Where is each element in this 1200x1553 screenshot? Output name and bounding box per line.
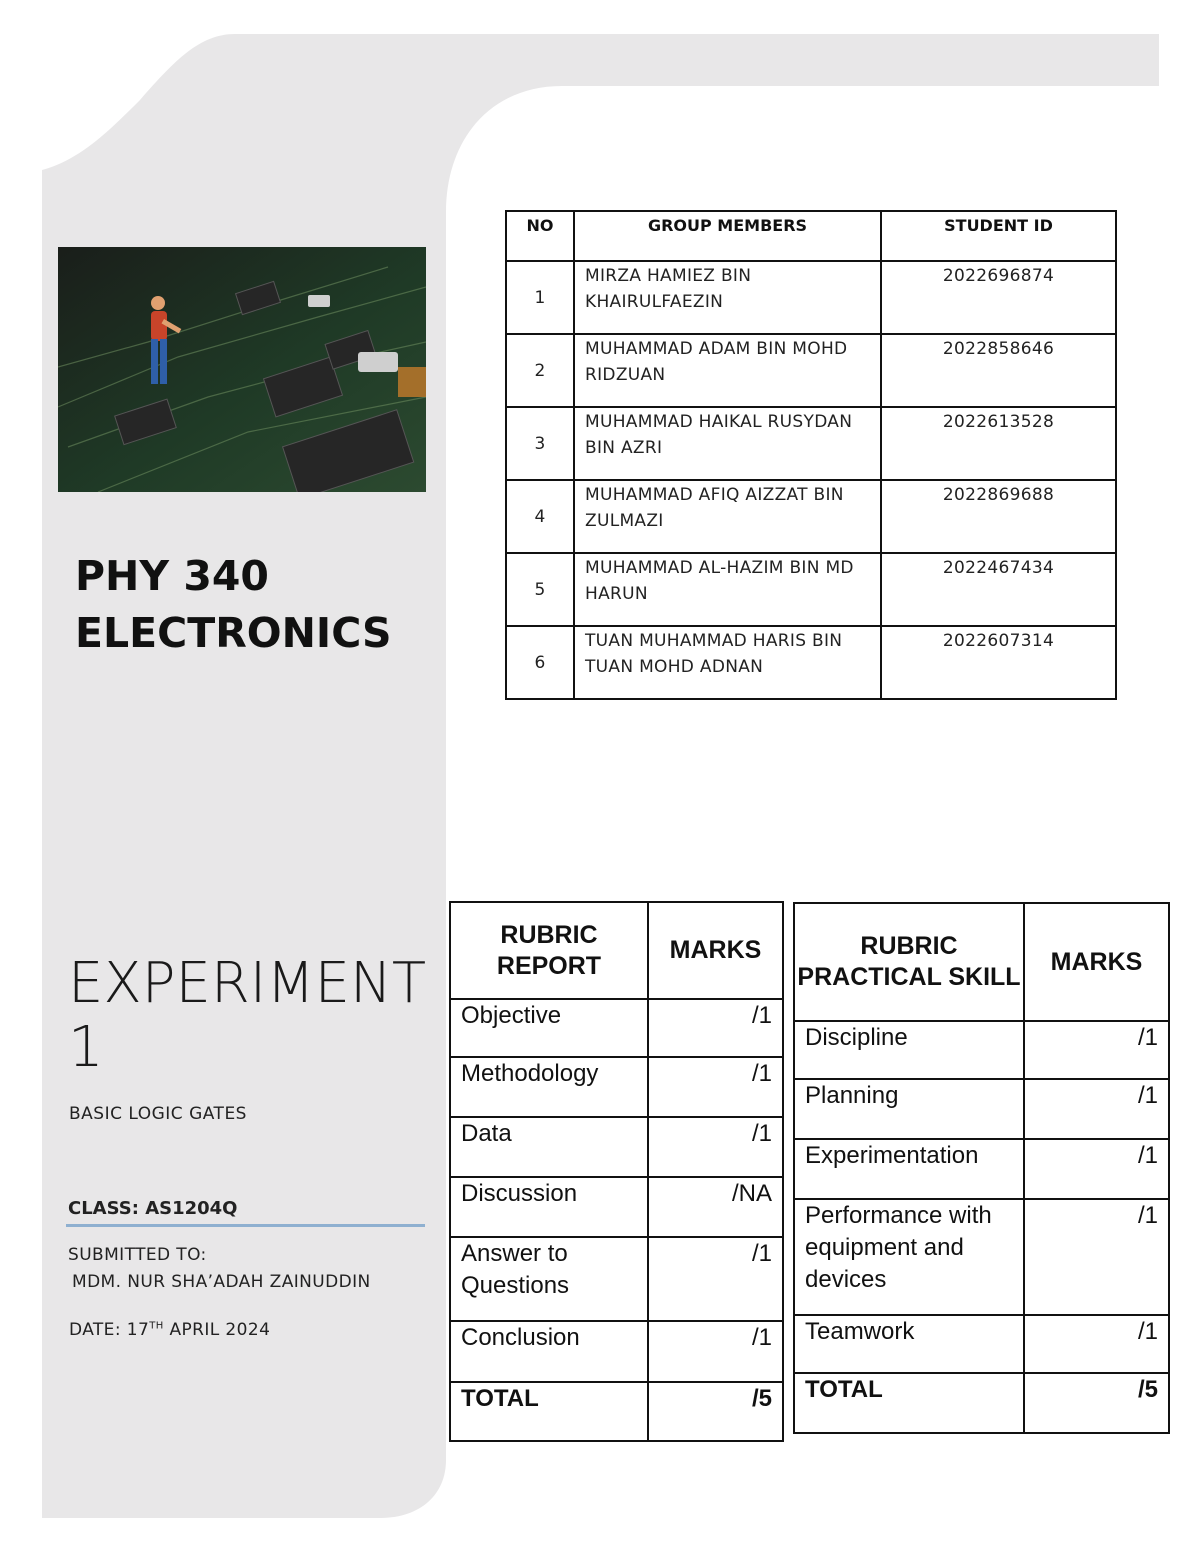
date-ordinal: TH (149, 1320, 164, 1332)
member-name: MUHAMMAD HAIKAL RUSYDAN BIN AZRI (574, 407, 881, 480)
rubric-mark: /1 (648, 1117, 783, 1177)
col-header-no: NO (506, 211, 574, 261)
member-name: MIRZA HAMIEZ BIN KHAIRULFAEZIN (574, 261, 881, 334)
submitted-to-block (68, 1242, 371, 1296)
total-label: TOTAL (450, 1382, 648, 1441)
table-row (450, 1117, 783, 1177)
table-row (506, 480, 1116, 553)
experiment-title (68, 952, 428, 1080)
lecturer-name: MDM. NUR SHA’ADAH ZAINUDDIN (72, 1272, 371, 1292)
rubric-mark: /1 (648, 1321, 783, 1382)
member-no: 2 (506, 334, 574, 407)
table-row (794, 1315, 1169, 1373)
rubric-item: Discipline (794, 1021, 1024, 1079)
rubric-mark: /1 (1024, 1021, 1169, 1079)
member-name: TUAN MUHAMMAD HARIS BIN TUAN MOHD ADNAN (574, 626, 881, 699)
rubric-mark: /1 (648, 1237, 783, 1321)
table-row (506, 626, 1116, 699)
course-code: PHY 340 (75, 552, 269, 600)
submitted-label: SUBMITTED TO: (68, 1245, 207, 1265)
col-header-student-id: STUDENT ID (881, 211, 1116, 261)
table-header-row (450, 902, 783, 999)
table-row (506, 553, 1116, 626)
rubric-item: Planning (794, 1079, 1024, 1139)
experiment-number: 1 (68, 1015, 104, 1080)
member-no: 4 (506, 480, 574, 553)
rubric-report-table (449, 901, 784, 1442)
rubric-item: Performance with equipment and devices (794, 1199, 1024, 1315)
circuit-board-worker-photo (58, 247, 426, 492)
member-student-id: 2022467434 (881, 553, 1116, 626)
rubric-mark: /NA (648, 1177, 783, 1237)
member-no: 3 (506, 407, 574, 480)
table-row (450, 999, 783, 1057)
rubric-mark: /1 (648, 1057, 783, 1117)
table-row (450, 1177, 783, 1237)
group-members-table (505, 210, 1117, 700)
col-header-group-members: GROUP MEMBERS (574, 211, 881, 261)
rubric-item: Teamwork (794, 1315, 1024, 1373)
experiment-title-word: EXPERIMENT (68, 951, 427, 1016)
rubric-mark: /1 (1024, 1315, 1169, 1373)
submission-date (69, 1320, 270, 1340)
class-label: CLASS: AS1204Q (68, 1198, 238, 1219)
table-row (450, 1237, 783, 1321)
col-header-rubric-practical: RUBRIC PRACTICAL SKILL (794, 903, 1024, 1021)
date-rest: APRIL 2024 (163, 1320, 271, 1340)
member-no: 5 (506, 553, 574, 626)
table-row (794, 1199, 1169, 1315)
date-prefix: DATE: 17 (69, 1320, 150, 1340)
table-row (506, 261, 1116, 334)
table-row (506, 334, 1116, 407)
course-name: ELECTRONICS (75, 609, 392, 657)
rubric-practical-table (793, 902, 1170, 1434)
experiment-subtitle: BASIC LOGIC GATES (69, 1104, 247, 1124)
table-row (506, 407, 1116, 480)
member-name: MUHAMMAD ADAM BIN MOHD RIDZUAN (574, 334, 881, 407)
rubric-item: Objective (450, 999, 648, 1057)
total-label: TOTAL (794, 1373, 1024, 1433)
table-row (450, 1321, 783, 1382)
member-name: MUHAMMAD AL-HAZIM BIN MD HARUN (574, 553, 881, 626)
table-row (794, 1079, 1169, 1139)
rubric-item: Experimentation (794, 1139, 1024, 1199)
col-header-marks: MARKS (1024, 903, 1169, 1021)
member-student-id: 2022869688 (881, 480, 1116, 553)
rubric-item: Data (450, 1117, 648, 1177)
rubric-item: Methodology (450, 1057, 648, 1117)
col-header-marks: MARKS (648, 902, 783, 999)
table-header-row (794, 903, 1169, 1021)
col-header-rubric-report: RUBRIC REPORT (450, 902, 648, 999)
rubric-item: Discussion (450, 1177, 648, 1237)
total-row (450, 1382, 783, 1441)
member-name: MUHAMMAD AFIQ AIZZAT BIN ZULMAZI (574, 480, 881, 553)
rubric-item: Answer to Questions (450, 1237, 648, 1321)
member-student-id: 2022607314 (881, 626, 1116, 699)
member-student-id: 2022858646 (881, 334, 1116, 407)
member-student-id: 2022613528 (881, 407, 1116, 480)
member-no: 6 (506, 626, 574, 699)
table-row (794, 1139, 1169, 1199)
total-row (794, 1373, 1169, 1433)
rubric-mark: /1 (1024, 1079, 1169, 1139)
rubric-item: Conclusion (450, 1321, 648, 1382)
table-row (794, 1021, 1169, 1079)
member-no: 1 (506, 261, 574, 334)
table-row (450, 1057, 783, 1117)
total-mark: /5 (648, 1382, 783, 1441)
rubric-mark: /1 (1024, 1139, 1169, 1199)
total-mark: /5 (1024, 1373, 1169, 1433)
rubric-mark: /1 (648, 999, 783, 1057)
class-underline-rule (66, 1224, 425, 1227)
rubric-mark: /1 (1024, 1199, 1169, 1315)
course-title (75, 548, 435, 662)
table-header-row (506, 211, 1116, 261)
member-student-id: 2022696874 (881, 261, 1116, 334)
